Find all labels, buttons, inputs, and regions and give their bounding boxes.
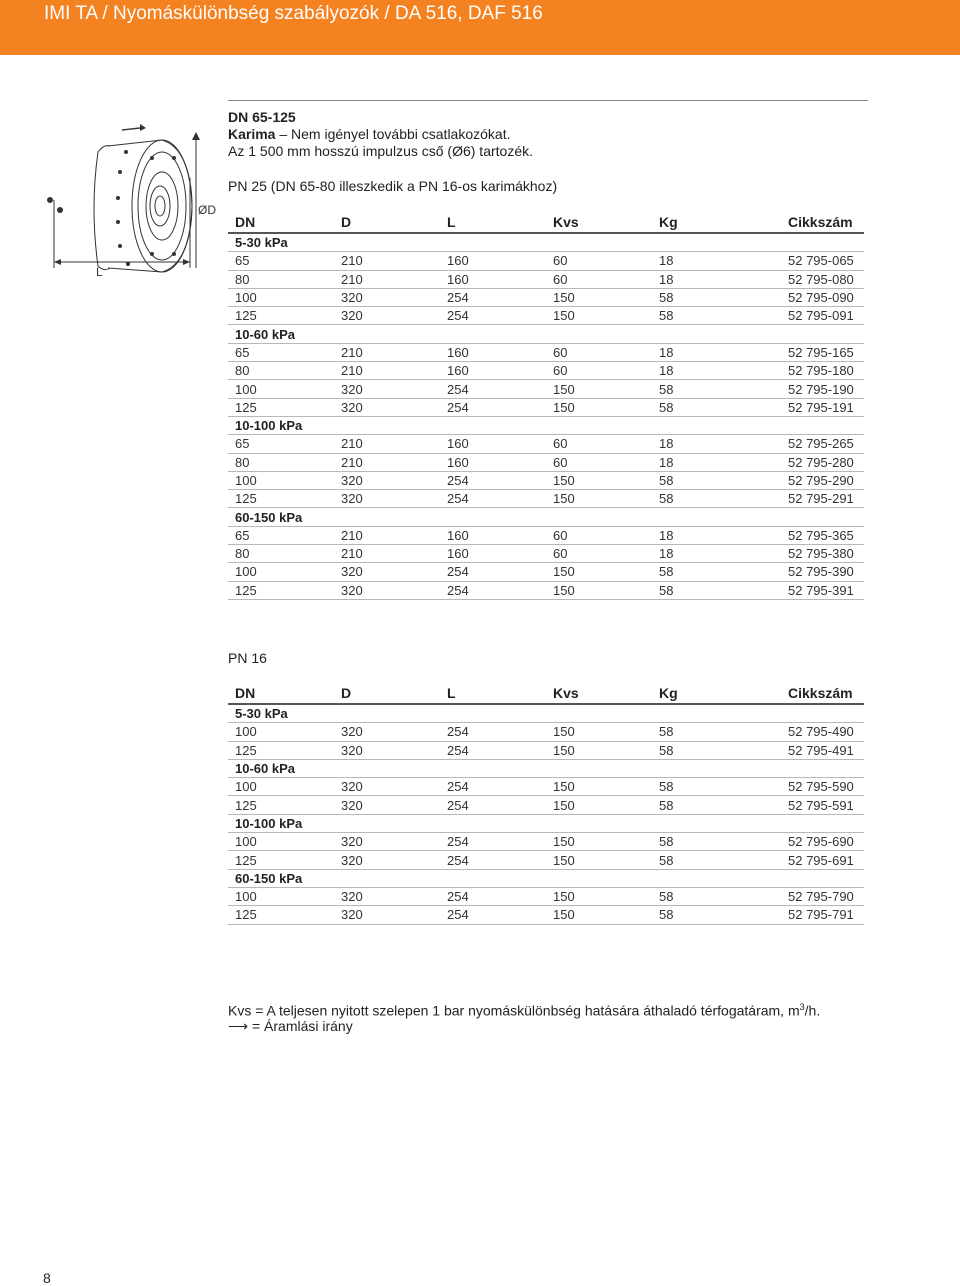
page-number: 8	[43, 1270, 51, 1286]
column-header: DN	[228, 683, 334, 704]
table-row	[228, 380, 864, 398]
page-header	[0, 0, 960, 55]
pressure-group-label: 60-150 kPa	[228, 508, 864, 526]
table-cell: 100	[228, 288, 334, 306]
table-cell: 52 795-691	[758, 851, 864, 869]
column-header: Cikkszám	[758, 683, 864, 704]
table-row	[228, 545, 864, 563]
table-cell: 254	[440, 307, 546, 325]
pressure-group-row	[228, 704, 864, 723]
column-header: Kvs	[546, 683, 652, 704]
pressure-group-row	[228, 416, 864, 434]
flange-line	[228, 126, 533, 143]
table-cell: 52 795-491	[758, 741, 864, 759]
table-cell: 320	[334, 563, 440, 581]
table-cell: 254	[440, 398, 546, 416]
table-cell: 320	[334, 778, 440, 796]
pressure-group-label: 60-150 kPa	[228, 869, 864, 887]
table-cell: 320	[334, 906, 440, 924]
table-cell: 58	[652, 906, 758, 924]
table-cell: 150	[546, 490, 652, 508]
table-row	[228, 833, 864, 851]
table-cell: 210	[334, 435, 440, 453]
table-cell: 100	[228, 778, 334, 796]
table-cell: 150	[546, 581, 652, 599]
table-cell: 58	[652, 833, 758, 851]
table-cell: 65	[228, 526, 334, 544]
table-cell: 254	[440, 723, 546, 741]
table-row	[228, 778, 864, 796]
table-cell: 210	[334, 362, 440, 380]
table-cell: 100	[228, 887, 334, 905]
table-cell: 18	[652, 270, 758, 288]
impulse-tube-text: Az 1 500 mm hosszú impulzus cső (Ø6) tartozék.	[228, 143, 533, 159]
table-row	[228, 723, 864, 741]
table-row	[228, 796, 864, 814]
table-cell: 52 795-291	[758, 490, 864, 508]
table-cell: 52 795-280	[758, 453, 864, 471]
table-cell: 125	[228, 796, 334, 814]
table-row	[228, 288, 864, 306]
table-cell: 18	[652, 453, 758, 471]
flow-arrow-icon: ⟶	[228, 1018, 249, 1034]
column-header: DN	[228, 212, 334, 233]
table-cell: 58	[652, 796, 758, 814]
table-cell: 52 795-090	[758, 288, 864, 306]
table-cell: 58	[652, 778, 758, 796]
table-header-row	[228, 212, 864, 233]
dn-range: DN 65-125	[228, 109, 296, 125]
table-cell: 52 795-290	[758, 471, 864, 489]
flow-footnote	[228, 1017, 353, 1035]
table-cell: 52 795-791	[758, 906, 864, 924]
table-cell: 320	[334, 490, 440, 508]
table-cell: 52 795-080	[758, 270, 864, 288]
pn25-title: PN 25 (DN 65-80 illeszkedik a PN 16-os karimákhoz)	[228, 178, 558, 194]
table-cell: 52 795-091	[758, 307, 864, 325]
table-cell: 58	[652, 490, 758, 508]
table-cell: 320	[334, 851, 440, 869]
table-cell: 52 795-380	[758, 545, 864, 563]
table-cell: 254	[440, 288, 546, 306]
table-cell: 150	[546, 398, 652, 416]
kvs-footnote-text: Kvs = A teljesen nyitott szelepen 1 bar nyomáskülönbség hatására áthaladó térfogatáram, m	[228, 1002, 800, 1019]
table-cell: 18	[652, 362, 758, 380]
table-cell: 80	[228, 545, 334, 563]
column-header: Cikkszám	[758, 212, 864, 233]
table-row	[228, 887, 864, 905]
table-cell: 254	[440, 833, 546, 851]
pressure-group-label: 10-100 kPa	[228, 416, 864, 434]
table-cell: 60	[546, 545, 652, 563]
table-cell: 125	[228, 741, 334, 759]
table-cell: 320	[334, 288, 440, 306]
flow-footnote-text: = Áramlási irány	[248, 1018, 353, 1034]
table-cell: 160	[440, 545, 546, 563]
table-cell: 100	[228, 833, 334, 851]
table-cell: 320	[334, 796, 440, 814]
table-cell: 58	[652, 398, 758, 416]
table-row	[228, 490, 864, 508]
table-row	[228, 362, 864, 380]
table-row	[228, 435, 864, 453]
table-cell: 210	[334, 343, 440, 361]
table-cell: 150	[546, 307, 652, 325]
table-row	[228, 343, 864, 361]
table-cell: 58	[652, 471, 758, 489]
table-cell: 210	[334, 545, 440, 563]
table-cell: 254	[440, 471, 546, 489]
table-row	[228, 307, 864, 325]
table-cell: 18	[652, 343, 758, 361]
pressure-group-row	[228, 325, 864, 343]
column-header: Kg	[652, 683, 758, 704]
table-cell: 52 795-165	[758, 343, 864, 361]
column-header: Kg	[652, 212, 758, 233]
table-cell: 254	[440, 563, 546, 581]
pressure-group-label: 10-60 kPa	[228, 759, 864, 777]
table-cell: 320	[334, 723, 440, 741]
table-cell: 150	[546, 380, 652, 398]
table-cell: 18	[652, 435, 758, 453]
table-cell: 80	[228, 362, 334, 380]
table-cell: 125	[228, 490, 334, 508]
table-row	[228, 563, 864, 581]
table-cell: 254	[440, 380, 546, 398]
table-cell: 320	[334, 471, 440, 489]
table-cell: 254	[440, 778, 546, 796]
valve-drawing	[40, 118, 216, 290]
table-cell: 60	[546, 252, 652, 270]
table-cell: 150	[546, 778, 652, 796]
table-cell: 320	[334, 581, 440, 599]
table-cell: 150	[546, 741, 652, 759]
table-cell: 160	[440, 526, 546, 544]
table-cell: 150	[546, 906, 652, 924]
table-cell: 58	[652, 380, 758, 398]
table-cell: 210	[334, 252, 440, 270]
table-cell: 52 795-065	[758, 252, 864, 270]
table-cell: 58	[652, 563, 758, 581]
pressure-group-row	[228, 814, 864, 832]
table-cell: 58	[652, 307, 758, 325]
table-cell: 125	[228, 307, 334, 325]
table-cell: 125	[228, 398, 334, 416]
table-cell: 320	[334, 307, 440, 325]
table-cell: 150	[546, 887, 652, 905]
table-row	[228, 252, 864, 270]
table-cell: 18	[652, 526, 758, 544]
table-cell: 52 795-591	[758, 796, 864, 814]
table-cell: 150	[546, 723, 652, 741]
table-cell: 60	[546, 526, 652, 544]
table-cell: 150	[546, 833, 652, 851]
table-cell: 254	[440, 887, 546, 905]
table-cell: 160	[440, 453, 546, 471]
table-row	[228, 471, 864, 489]
table-cell: 100	[228, 563, 334, 581]
table-cell: 320	[334, 380, 440, 398]
table-cell: 65	[228, 252, 334, 270]
table-cell: 210	[334, 526, 440, 544]
table-cell: 320	[334, 398, 440, 416]
pn16-title: PN 16	[228, 650, 267, 666]
table-header-row	[228, 683, 864, 704]
table-cell: 320	[334, 887, 440, 905]
table-cell: 52 795-191	[758, 398, 864, 416]
table-cell: 58	[652, 288, 758, 306]
table-cell: 52 795-690	[758, 833, 864, 851]
diameter-label: ØD	[198, 203, 216, 217]
table-row	[228, 741, 864, 759]
table-cell: 150	[546, 796, 652, 814]
table-cell: 18	[652, 252, 758, 270]
table-cell: 160	[440, 362, 546, 380]
product-description	[228, 109, 533, 160]
table-cell: 52 795-490	[758, 723, 864, 741]
flange-label: Karima	[228, 126, 276, 142]
column-header: L	[440, 212, 546, 233]
pressure-group-row	[228, 759, 864, 777]
table-cell: 210	[334, 453, 440, 471]
kvs-footnote-sup: 3	[799, 1002, 805, 1012]
table-cell: 254	[440, 741, 546, 759]
length-label: L	[96, 265, 103, 279]
kvs-footnote-end: /h.	[804, 1002, 821, 1019]
table-cell: 52 795-790	[758, 887, 864, 905]
table-cell: 52 795-190	[758, 380, 864, 398]
header-title: IMI TA / Nyomáskülönbség szabályozók / DA 516, DAF 516	[44, 3, 543, 24]
table-cell: 125	[228, 851, 334, 869]
table-row	[228, 526, 864, 544]
table-cell: 125	[228, 581, 334, 599]
table-cell: 254	[440, 581, 546, 599]
table-cell: 60	[546, 362, 652, 380]
table-cell: 160	[440, 435, 546, 453]
table-cell: 150	[546, 471, 652, 489]
table-cell: 18	[652, 545, 758, 563]
table-cell: 320	[334, 833, 440, 851]
table-row	[228, 851, 864, 869]
table-row	[228, 453, 864, 471]
table-cell: 125	[228, 906, 334, 924]
table-row	[228, 581, 864, 599]
table-cell: 52 795-590	[758, 778, 864, 796]
table-cell: 60	[546, 270, 652, 288]
table-cell: 58	[652, 581, 758, 599]
table-cell: 60	[546, 435, 652, 453]
table-cell: 80	[228, 270, 334, 288]
table-cell: 100	[228, 380, 334, 398]
table-cell: 52 795-365	[758, 526, 864, 544]
table-cell: 65	[228, 435, 334, 453]
table-cell: 58	[652, 887, 758, 905]
column-header: L	[440, 683, 546, 704]
section-divider	[228, 100, 868, 101]
table-cell: 58	[652, 851, 758, 869]
table-cell: 160	[440, 343, 546, 361]
pn25-table	[228, 212, 864, 600]
pressure-group-label: 5-30 kPa	[228, 233, 864, 252]
table-cell: 52 795-265	[758, 435, 864, 453]
pressure-group-label: 10-60 kPa	[228, 325, 864, 343]
table-cell: 60	[546, 453, 652, 471]
table-cell: 100	[228, 471, 334, 489]
table-cell: 210	[334, 270, 440, 288]
column-header: Kvs	[546, 212, 652, 233]
table-row	[228, 270, 864, 288]
table-cell: 160	[440, 252, 546, 270]
table-cell: 160	[440, 270, 546, 288]
table-cell: 150	[546, 563, 652, 581]
table-cell: 254	[440, 851, 546, 869]
table-cell: 254	[440, 490, 546, 508]
table-cell: 254	[440, 906, 546, 924]
table-cell: 52 795-391	[758, 581, 864, 599]
pressure-group-label: 10-100 kPa	[228, 814, 864, 832]
table-cell: 60	[546, 343, 652, 361]
table-cell: 80	[228, 453, 334, 471]
flange-text: – Nem igényel további csatlakozókat.	[275, 126, 511, 142]
column-header: D	[334, 683, 440, 704]
column-header: D	[334, 212, 440, 233]
table-cell: 150	[546, 851, 652, 869]
table-cell: 254	[440, 796, 546, 814]
table-cell: 65	[228, 343, 334, 361]
table-row	[228, 398, 864, 416]
pressure-group-row	[228, 508, 864, 526]
pressure-group-row	[228, 233, 864, 252]
table-cell: 58	[652, 723, 758, 741]
table-cell: 100	[228, 723, 334, 741]
table-cell: 320	[334, 741, 440, 759]
table-cell: 58	[652, 741, 758, 759]
pressure-group-row	[228, 869, 864, 887]
table-row	[228, 906, 864, 924]
table-cell: 150	[546, 288, 652, 306]
pressure-group-label: 5-30 kPa	[228, 704, 864, 723]
pn16-table	[228, 683, 864, 925]
table-cell: 52 795-180	[758, 362, 864, 380]
table-cell: 52 795-390	[758, 563, 864, 581]
